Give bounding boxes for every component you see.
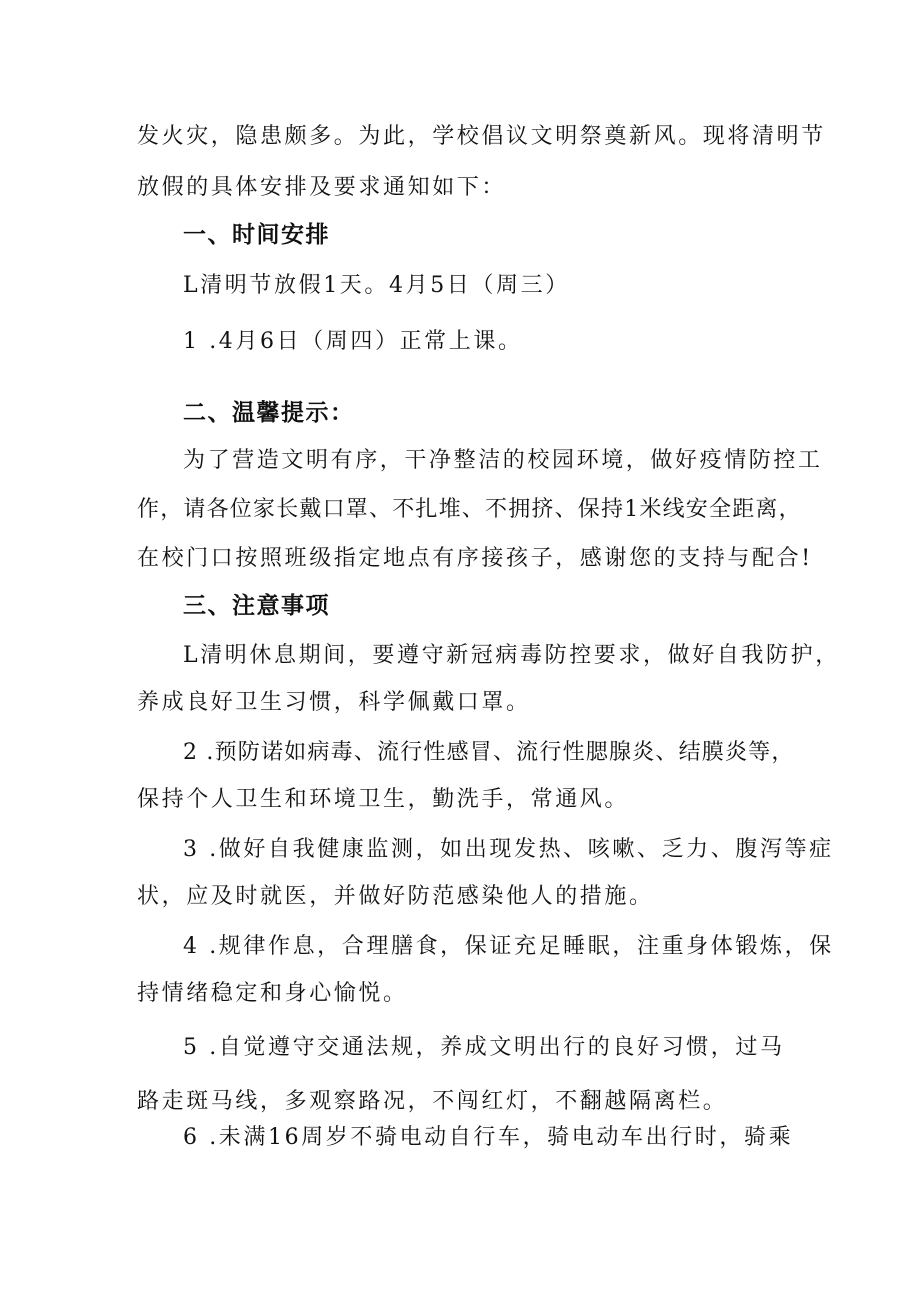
note-item-2-line-1: 2 .预防诺如病毒、流行性感冒、流行性腮腺炎、结膜炎等， — [183, 740, 795, 765]
tips-paragraph-line-3: 在校门口按照班级指定地点有序接孩子，感谢您的支持与配合! — [137, 546, 813, 571]
note-item-4-line-1: 4 .规律作息，合理膳食，保证充足睡眠，注重身体锻炼，保 — [183, 934, 834, 959]
section-heading-tips: 二、温馨提示： — [183, 400, 355, 426]
note-item-5-line-1: 5 .自觉遵守交通法规，养成文明出行的良好习惯，过马 — [183, 1035, 785, 1060]
note-item-3-line-1: 3 .做好自我健康监测，如出现发热、咳嗽、乏力、腹泻等症 — [183, 837, 834, 862]
paragraph-intro-line-2: 放假的具体安排及要求通知如下： — [137, 175, 507, 200]
schedule-item-1: L清明节放假1天。4月5日（周三） — [183, 273, 570, 298]
note-item-1-line-1: L清明休息期间，要遵守新冠病毒防控要求，做好自我防护， — [183, 643, 840, 668]
note-item-2-line-2: 保持个人卫生和环境卫生，勤洗手，常通风。 — [137, 787, 630, 812]
note-item-3-line-2: 状，应及时就医，并做好防范感染他人的措施。 — [137, 884, 654, 909]
paragraph-intro-line-1: 发火灾，隐患颇多。为此，学校倡议文明祭奠新风。现将清明节 — [137, 124, 826, 149]
note-item-1-line-2: 养成良好卫生习惯，科学佩戴口罩。 — [137, 690, 531, 715]
note-item-4-line-2: 持情绪稳定和身心愉悦。 — [137, 981, 408, 1006]
tips-paragraph-line-1: 为了营造文明有序，干净整洁的校园环境，做好疫情防控工 — [183, 448, 823, 473]
tips-paragraph-line-2: 作，请各位家长戴口罩、不扎堆、不拥挤、保持1米线安全距离， — [137, 497, 802, 522]
section-heading-notes: 三、注意事项 — [183, 593, 330, 619]
note-item-5-line-2: 路走斑马线，多观察路况，不闯红灯，不翻越隔离栏。 — [137, 1089, 728, 1114]
schedule-item-2: 1 .4月6日（周四）正常上课。 — [183, 329, 523, 354]
section-heading-schedule: 一、时间安排 — [183, 222, 330, 248]
note-item-6-line-1: 6 .未满16周岁不骑电动自行车，骑电动车出行时，骑乘 — [183, 1125, 794, 1150]
